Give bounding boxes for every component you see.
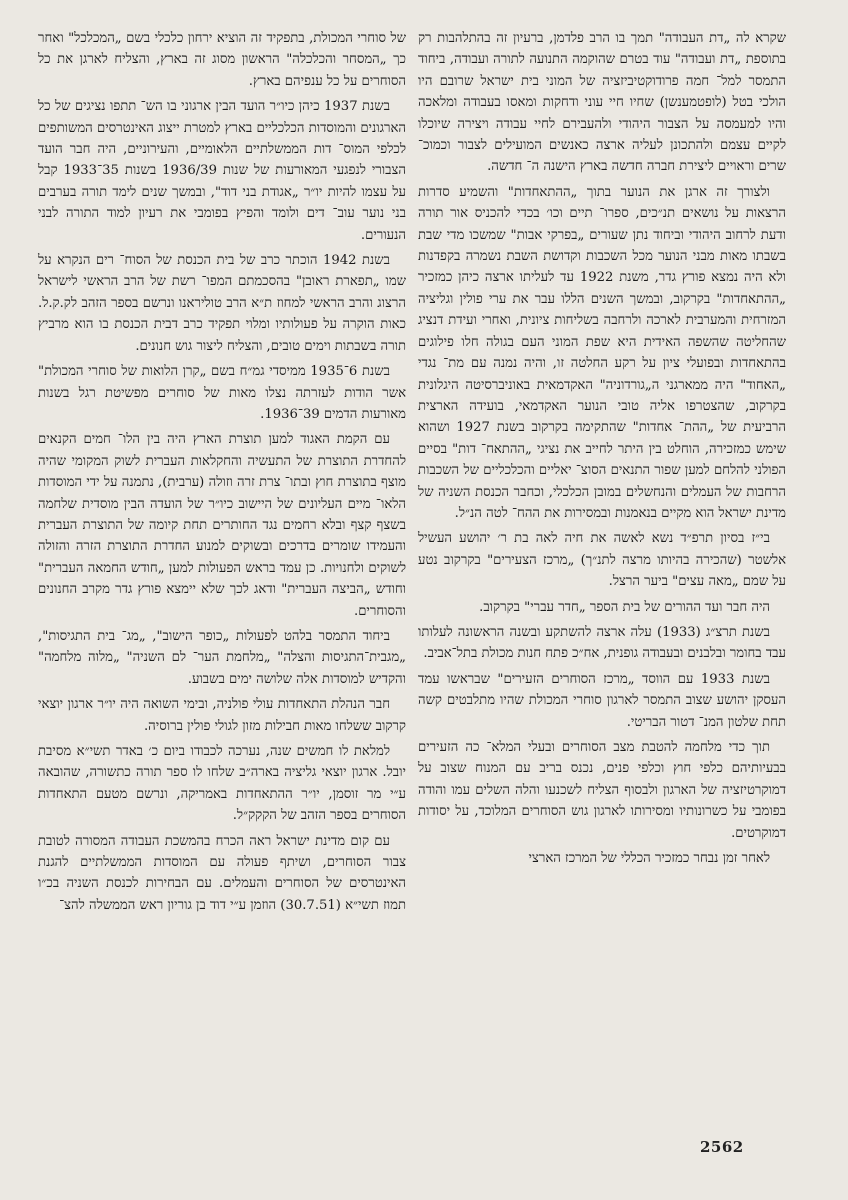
paragraph: למלאת לו חמשים שנה, נערכה לכבודו ביום כ׳ באדר תשי״א מסיבת יובל. ארגון יוצאי גליציה בארה״ב שלחו לו ספר תורה כתשורה, שהובאה ע״י מר זוסמן, יו״ר ההתאחדות באמריקה, ונרשם מטעם התאחדות הסוחרים בספר הזהב של הקקק״ל. <box>38 744 406 824</box>
paragraph: בשנת תרצ״ג (1933) עלה ארצה להשתקע ובשנה הראשונה לעלותו עבד בחומר ובלבנים ובעבודה גופנית, אח״כ פתח חנות מכולת בתל־אביב. <box>418 624 786 662</box>
page-number: 2562 <box>700 1138 744 1156</box>
paragraph: היה חבר ועד ההורים של בית הספר „חדר עברי" בקרקוב. <box>479 599 770 615</box>
left-text-column <box>38 28 406 920</box>
paragraph: בשנת 1933 עם הווסד „מרכז הסוחרים הזעירים" שבראשו עמד העסקן יהושע שצוב התמסר לארגון סוחרי המכולת שהיו מתלבטים קשה תחת שלטון המנ־ דטור הבריטי. <box>418 671 786 730</box>
paragraph: שקרא לה „דת העבודה" תמך בו הרב פלדמן, ברעיון זה בהתלהבות רק בתוספת „דת ועבודה" עוד בטרם שהוקמה התנועה לתורה ועבודה, ביחוד התמסר למל־ חמה פרודוקטיביזציה של המוני בית ישראל שרובם היו הולכי בטל (לופטמענשן) שחיו חיי עוני ודחקות ומאסו בעבודה ומלאכה והיו למעמסה על הצבור היהודי ולהעבירם לחיי עבודה ויצירה שיוכלו לקיים עצמם ולהתכונן לעליה ארצה כאנשים המועילים לצבור וכמוכ־ שרים וראויים ליצירת חברה חדשה בארץ הישנה ה־ חדשה. <box>418 31 786 175</box>
paragraph: ביחוד התמסר בלהט לפעולות „כופר הישוב", „מג־ בית התגיסות", „מגבית־התגיסות והצלה" „מלחמת הער־ לם השניה" „מלוה מלחמה" והקדיש למוסדות אלה שלושה ימים בשבוע. <box>38 628 406 687</box>
paragraph: לאחר זמן נבחר כמזכיר הכללי של המרכז הארצי <box>528 851 770 867</box>
right-text-column <box>418 28 786 873</box>
paragraph: של סוחרי המכולת, בתפקיד זה הוציא ירחון כלכלי בשם „המכלכל" ואחר כך „המסחר והכלכלה" הראשון מסוג זה בארץ, והצליח לארגן את כל הסוחרים על כל ענפיהם בארץ. <box>38 31 406 89</box>
paragraph: בשנת 6־1935 ממיסדי גמ״ח בשם „קרן הלואות של סוחרי המכולת" אשר הודות לעזרתה נצלו מאות של סוחרים מפשיטת רגל בשנות מאורעות הדמים 39־1936. <box>38 364 406 422</box>
paragraph: עם הקמת האגוד למען תוצרת הארץ היה בין הלו־ חמים הקנאים להחדרת התוצרת של התעשיה והחקלאות העברית לשוק המקומי שהיה מוצף בתוצרת חוץ ובתו־ צרת זרה וזולה (ערבית), נתמנה על ידי המוסדות הלאו־ מיים העליונים של היישוב כיו״ר של הועדה הבין מוסדית שלחמה בשצף קצף ובלא רחמים נגד החותרים תחת קיומה של התוצרת העברית והעמידו שומרים בדרכים ובשוקים למנוע החדרת התוצרת הזרה והזולה לשוקים ולחנויות. כן עמד בראש הפעולות למען „חודש החמאה העברית" וחודש „הביצה העברית" ודאג לכך שלא יימצא פורץ גדר מקרב החנונים והסוחרים. <box>38 432 406 619</box>
paragraph: בשנת 1937 כיהן כיו״ר הועד הבין ארגוני בו הש־ תתפו נציגים של כל הארגונים והמוסדות הכלכליים בארץ למטרת ייצוג האינטרסים המשותפים לכלפי המוס־ דות הממשלתיים הלאומיים, והעירוניים, היה חבר הועד הצבורי לנפגעי המאורעות של שנות 1936/39 בשנות 35־1933 קבל על עצמו להיות יו״ר „אגודת בני דוד", ובמשך שנים לימד תורה בערבים בני נוער עוב־ דים ולומד והפיץ בפומבי את רעיון למוד התורה לבני הנעורים. <box>38 99 406 243</box>
paragraph: ולצורך זה ארגן את הנוער בתוך „ההתאחדות" והשמיע סדרות הרצאות על נושאים תנ״כים, ספרו־ תיים וכו׳ בכדי להכניס אור תורה ודעת לרחוב היהודי וביחוד נתן שעורים „בפרקי אבות" שמשכו מדי שבת בשבתו מאות מבני הנוער מכל השכבות וקדושת השבת נשמרה בקפדנות ולא היה נמצא פורץ גדר, משנת 1922 עד לעליתו ארצה כיהן כמזכיר „ההתאחדות" בקרקוב, ובמשך השנים הללו עבר את ערי פולין וגליציה המזרחית והמערבית לארכה ולרחבה בשליחות ציונית, ואחרי ועידת דנציג שהחליטה שהשפה האידית היא שפת המוני העם בגולה חלו פילוגים בהתאחדות ובפועלי ציון על רקע החלטה זו, והיה נמנה עם מת־ נגדי „האחוד" היה ממארגני ה„גורדוניה" האקדמאית באוניברסיטה היגלונית בקרקוב, שהצטרפו אליה טובי הנוער האקדמאי, בועידה הארצית הרביעית של „ההת־ אחדות" שהתקימה בקרקוב בשנת 1927 ושהוא שימש כמזכירה, הוחלט בין היתר לחייב את נציגי „ההתאח־ דות" בסיים הפולני להלחם למען שפור התנאים הסוצ־ יאליים והכלכליים של השכבות הרחבות של העמלים והנחשלים במובן הכלכלי, וכחבר הכנסת השניה של מדינת ישראל הוא מקיים בנאמנות ובמסירות את ההח־ לטה הנ״ל. <box>418 184 786 521</box>
paragraph: חבר הנהלת התאחדות עולי פולניה, ובימי השואה היה יו״ר ארגון יוצאי קרקוב ששלחו מאות חבילות מזון לגולי פולין ברוסיה. <box>38 697 406 734</box>
paragraph: תוך כדי מלחמה להטבת מצב הסוחרים ובעלי המלא־ כה הזעירים בבעיותיהם כלפי חוץ וכלפי פנים, נכנס בריב עם המנוח שצוב על דמוקרטיזציה של הארגון ולבסוף הצליח לשכנעו והלה השלים עמו והודה בפומבי על כשרונותיו ומסירותו לארגון גוש הסוחרים המלוכד, על יסודות דמוקרטים. <box>418 740 786 841</box>
paragraph: בשנת 1942 הוכתר כרב של בית הכנסת של הסוח־ רים הנקרא על שמו „תפארת ראובן" בהסכמתם המפו־ רשת של הרב הראשי לישראל הרצוג והרב הראשי למחוז ת״א הרב טוליראנו ונרשם בספר הזהב לק.ק.ל. כאות הוקרה על פעולותיו ומלוי תפקיד כרב דבית הכנסת בו הוא מרביץ תורה בשבתות וימים טובים, והצליח ליצור גוש חנונים. <box>38 253 406 354</box>
paragraph: בי״ז בסיון תרפ״ד נשא לאשה את חיה לאה בת ר׳ יהושע העשיל אלשטר (שהכירה בהיותו מרצה לתנ״ך) „מרכז הצעירים" בקרקוב נטע על שמם „מאה עצים" ביער הרצל. <box>418 531 786 590</box>
paragraph: עם קום מדינת ישראל ראה הכרח בהמשכת העבודה המסורה לטובת צבור הסוחרים, ושיתף פעולה עם המוסדות הממשלתיים להגנת האינטרסים של הסוחרים והעמלים. עם הבחירות לכנסת השניה בכ״ו תמוז תשי״א (30.7.51) הוזמן ע״י דוד בן גוריון ראש הממשלה להצ־ <box>38 833 406 913</box>
